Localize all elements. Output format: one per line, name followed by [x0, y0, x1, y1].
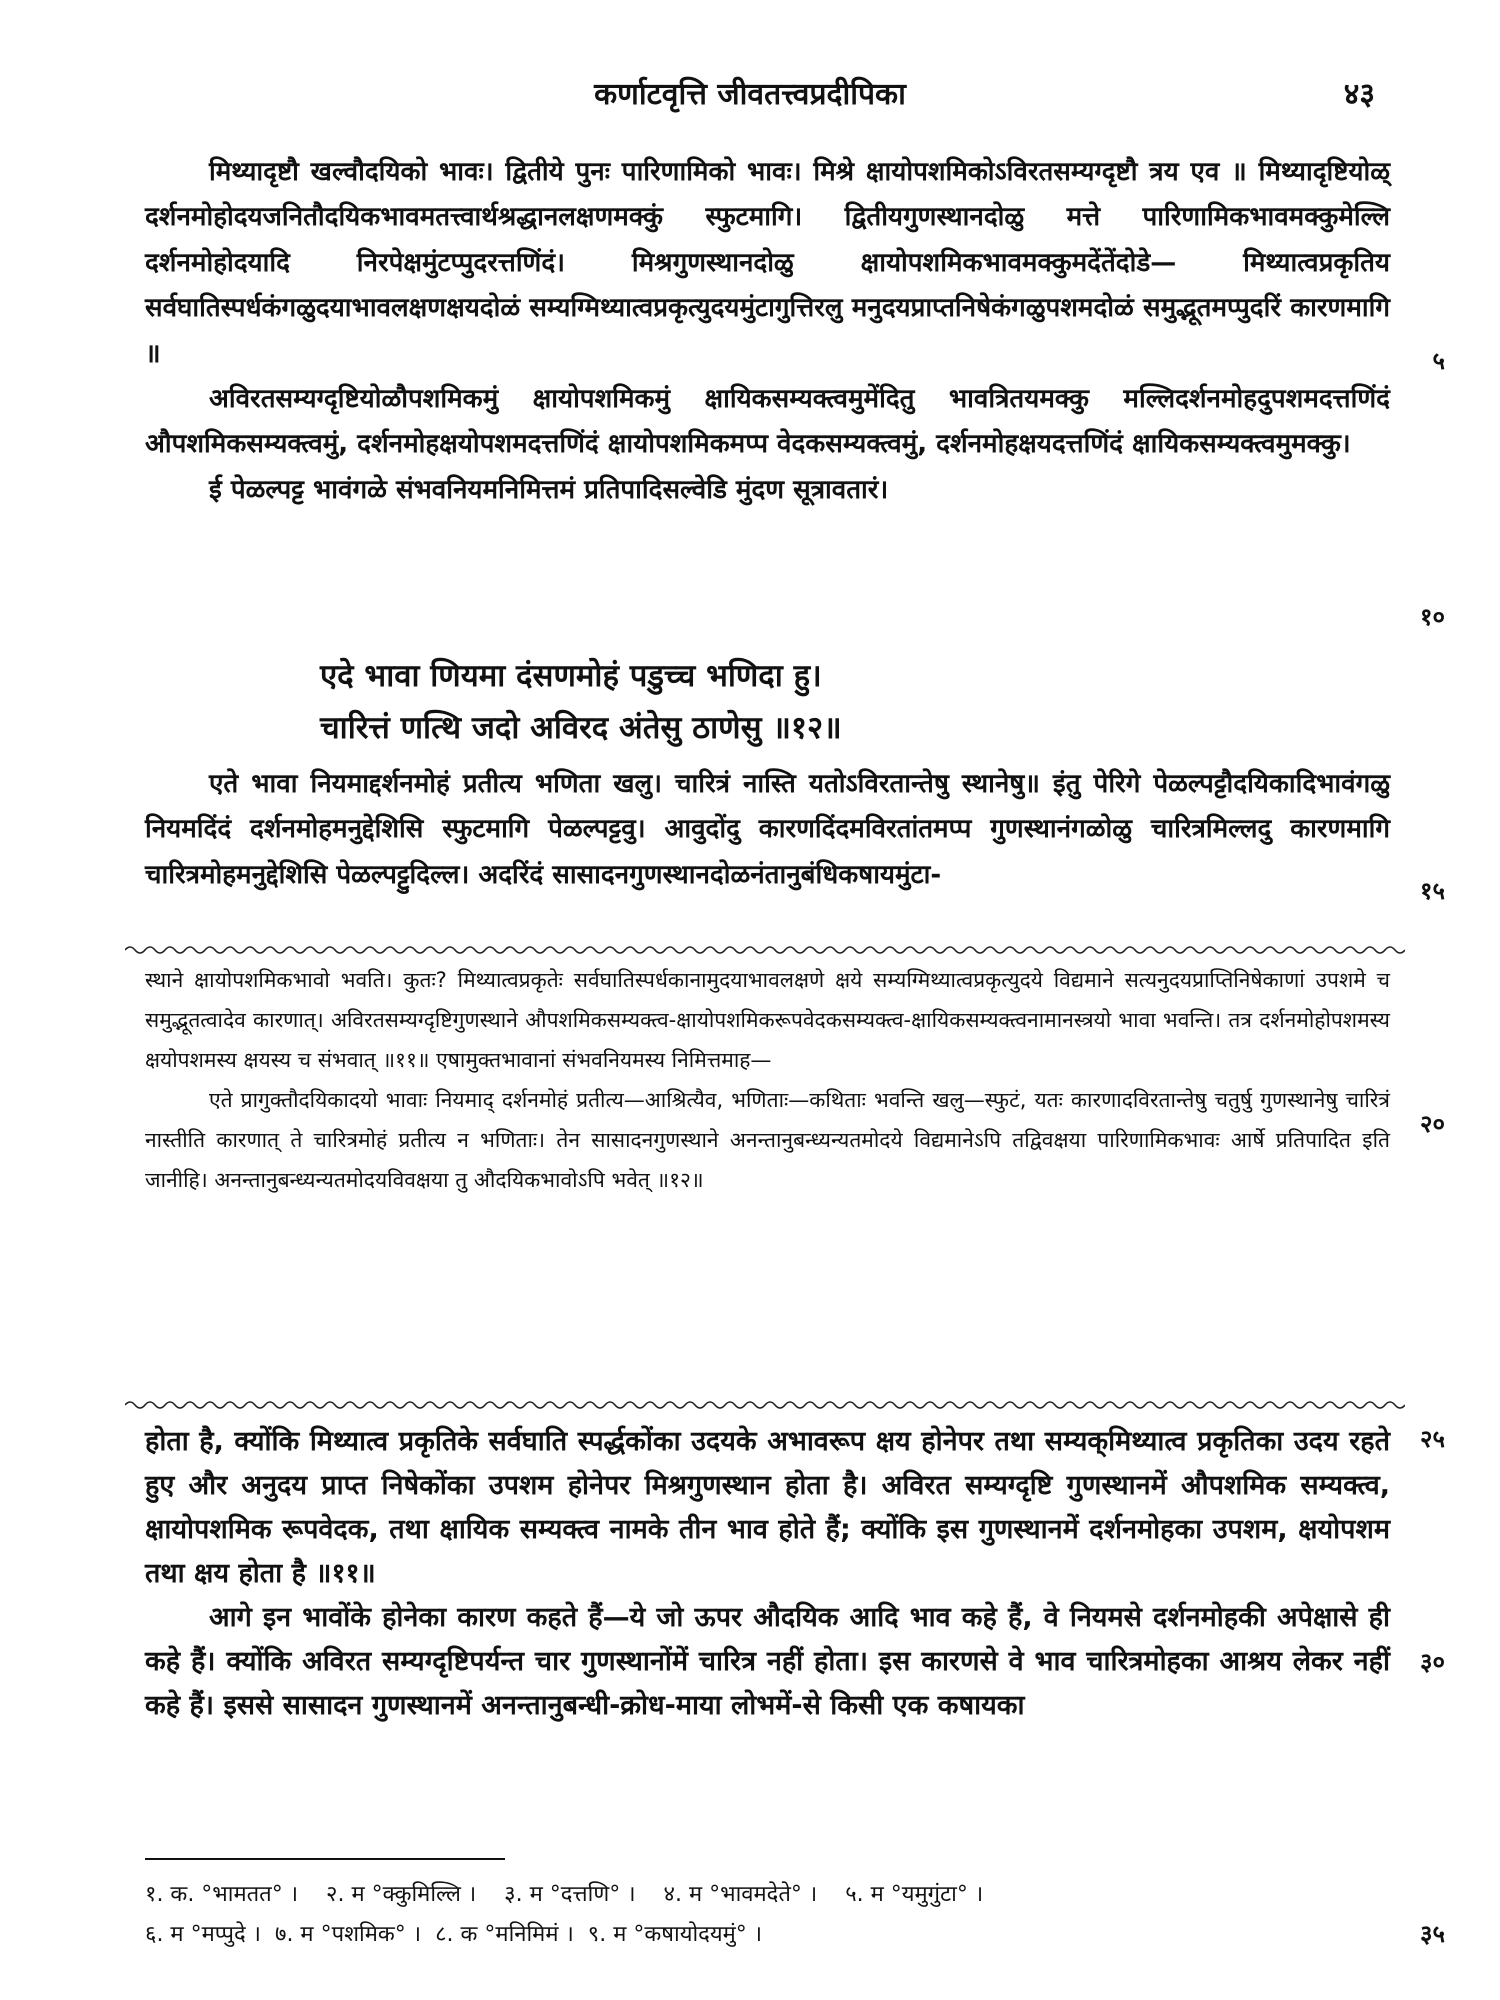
- hindi-paragraph: आगे इन भावोंके होनेका कारण कहते हैं—ये जो ऊपर औदयिक आदि भाव कहे हैं, वे नियमसे दर्शनमोहकी अपेक्षासे ही कहे हैं। क्योंकि अविरत सम्यग्दृष्टिपर्यन्त चार गुणस्थानोंमें चारित्र नहीं होता। इस कारणसे वे भाव चारित्रमोहका आश्रय लेकर नहीं कहे हैं। इससे सासादन गुणस्थानमें अनन्तानुबन्धी-क्रोध-माया लोभमें-से किसी एक कषायका: [145, 1602, 1390, 1721]
- page-header: [0, 70, 1500, 110]
- sanskrit-paragraph: स्थाने क्षायोपशमिकभावो भवति। कुतः? मिथ्यात्वप्रकृतेः सर्वघातिस्पर्धकानामुदयाभावलक्षणे क्षये सम्यग्मिथ्यात्वप्रकृत्युदये विद्यमाने सत्यनुदयप्राप्तिनिषेकाणां उपशमे च समुद्भूतत्वादेव कारणात्। अविरतसम्यग्दृष्टिगुणस्थाने औपशमिकसम्यक्त्व-क्षायोपशमिकरूपवेदकसम्यक्त्व-क्षायिकसम्यक्त्वनामानस्त्रयो भावा भवन्ति। तत्र दर्शनमोहोपशमस्य क्षयोपशमस्य क्षयस्य च संभवात् ॥११॥ एषामुक्तभावानां संभवनियमस्य निमित्तमाह—: [145, 968, 1390, 1072]
- margin-line-number: २५: [1420, 1425, 1445, 1453]
- sanskrit-paragraph: एते प्रागुक्तौदयिकादयो भावाः नियमाद् दर्शनमोहं प्रतीत्य—आश्रित्यैव, भणिताः—कथिताः भवन्ति खलु—स्फुटं, यतः कारणादविरतान्तेषु चतुर्षु गुणस्थानेषु चारित्रं नास्तीति कारणात् ते चारित्रमोहं प्रतीत्य न भणिताः। तेन सासादनगुणस्थाने अनन्तानुबन्ध्यन्यतमोदये विद्यमानेऽपि तद्विवक्षया पारिणामिकभावः आर्षे प्रतिपादित इति जानीहि। अनन्तानुबन्ध्यन्यतमोदयविवक्षया तु औदयिकभावोऽपि भवेत् ॥१२॥: [145, 1088, 1390, 1192]
- commentary-paragraph: मिथ्यादृष्टौ खल्वौदयिको भावः। द्वितीये पुनः पारिणामिको भावः। मिश्रे क्षायोपशमिकोऽविरतसम्यग्दृष्टौ त्रय एव ॥ मिथ्यादृष्टियोळ् दर्शनमोहोदयजनितौदयिकभावमतत्त्वार्थश्रद्धानलक्षणमक्कुं स्फुटमागि। द्वितीयगुणस्थानदोळु मत्ते पारिणामिकभावमक्कुमेल्लि दर्शनमोहोदयादि निरपेक्षमुंटप्पुदरत्तणिंदं। मिश्रगुणस्थानदोळु क्षायोपशमिकभावमक्कुमदेंतेंदोडे— मिथ्यात्वप्रकृतिय सर्वघातिस्पर्धकंगळुदयाभावलक्षणक्षयदोळं सम्यग्मिथ्यात्वप्रकृत्युदयमुंटागुत्तिरलु मनुदयप्राप्तनिषेकंगळुपशमदोळं समुद्भूतमप्पुदरिं कारणमागि ॥: [145, 157, 1390, 369]
- footnotes: [145, 1875, 1390, 1955]
- gatha-line: चारित्तं णत्थि जदो अविरद अंतेसु ठाणेसु ॥१२॥: [320, 710, 842, 746]
- commentary-paragraph: एते भावा नियमाद्दर्शनमोहं प्रतीत्य भणिता खलु। चारित्रं नास्ति यतोऽविरतान्तेषु स्थानेषु॥ इंतु पेरिगे पेळल्पट्टौदयिकादिभावंगळु नियमदिंदं दर्शनमोहमनुद्देशिसि स्फुटमागि पेळल्पट्टवु। आवुदोंदु कारणदिंदमविरतांतमप्प गुणस्थानंगळोळु चारित्रमिल्लदु कारणमागि चारित्रमोहमनुद्देशिसि पेळल्पट्टुदिल्ल। अदरिंदं सासादनगुणस्थानदोळनंतानुबंधिकषायमुंटा-: [145, 769, 1390, 890]
- footnote-line: ६. म °मप्पुदे । ७. म °पशमिक° । ८. क °मनिमिमं । ९. म °कषायोदयमुं° ।: [145, 1922, 763, 1947]
- gatha-line: एदे भावा णियमा दंसणमोहं पडुच्च भणिदा हु।: [320, 658, 822, 694]
- hindi-translation: [145, 1420, 1390, 1728]
- wavy-divider: [125, 943, 1405, 957]
- commentary-paragraph: अविरतसम्यग्दृष्टियोळौपशमिकमुं क्षायोपशमिकमुं क्षायिकसम्यक्त्वमुमेंदितु भावत्रितयमक्कु मल्लिदर्शनमोहदुपशमदत्तणिंदं औपशमिकसम्यक्त्वमुं, दर्शनमोहक्षयोपशमदत्तणिंदं क्षायोपशमिकमप्प वेदकसम्यक्त्वमुं, दर्शनमोहक्षयदत्तणिंदं क्षायिकसम्यक्त्वमुमक्कु।: [145, 384, 1390, 460]
- sanskrit-commentary: [145, 960, 1390, 1200]
- margin-line-number: ३५: [1420, 1920, 1445, 1948]
- kannada-commentary-verse: [145, 762, 1390, 898]
- margin-line-number: ३०: [1420, 1648, 1445, 1676]
- kannada-commentary: [145, 150, 1390, 513]
- hindi-paragraph: होता है, क्योंकि मिथ्यात्व प्रकृतिके सर्वघाति स्पर्द्धकोंका उदयके अभावरूप क्षय होनेपर तथा सम्यक्‌मिथ्यात्व प्रकृतिका उदय रहते हुए और अनुदय प्राप्त निषेकोंका उपशम होनेपर मिश्रगुणस्थान होता है। अविरत सम्यग्दृष्टि गुणस्थानमें औपशमिक सम्यक्त्व, क्षायोपशमिक रूपवेदक, तथा क्षायिक सम्यक्त्व नामके तीन भाव होते हैं; क्योंकि इस गुणस्थानमें दर्शनमोहका उपशम, क्षयोपशम तथा क्षय होता है ॥११॥: [145, 1426, 1390, 1589]
- margin-line-number: १०: [1420, 603, 1445, 631]
- footnote-line: १. क. °भामतत° । २. म °क्कुमिल्लि । ३. म °दत्तणि° । ४. म °भावमदेते° । ५. म °यमुगुंटा° ।: [145, 1882, 984, 1907]
- margin-line-number: १५: [1420, 877, 1445, 905]
- margin-line-number: २०: [1420, 1110, 1445, 1138]
- wavy-divider: [125, 1398, 1405, 1412]
- running-title: कर्णाटवृत्ति जीवतत्त्वप्रदीपिका: [594, 77, 906, 112]
- page-number: ४३: [1343, 77, 1375, 112]
- margin-line-number: ५: [1432, 347, 1445, 375]
- footnote-rule: [145, 1858, 505, 1860]
- commentary-paragraph: ई पेळल्पट्ट भावंगळे संभवनियमनिमित्तमं प्रतिपादिसल्वेडि मुंदण सूत्रावतारं।: [209, 474, 889, 505]
- gatha-verse: [320, 650, 1320, 754]
